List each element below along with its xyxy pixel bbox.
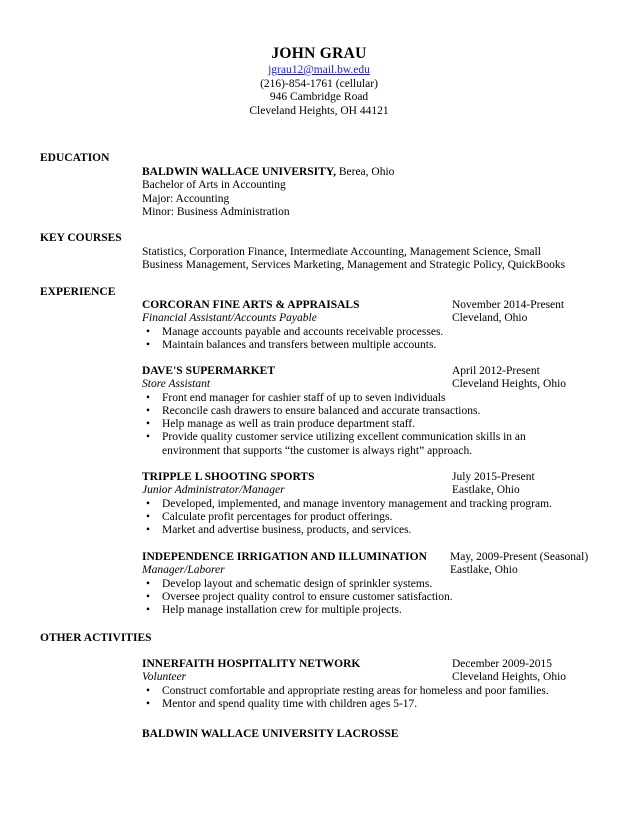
job-org: DAVE'S SUPERMARKET — [142, 365, 276, 377]
resume-header — [0, 44, 638, 118]
bullet-item: • Maintain balances and transfers between multiple accounts. — [142, 339, 592, 352]
key-courses-block — [142, 246, 602, 273]
email-link[interactable]: jgrau12@mail.bw.edu — [268, 64, 370, 76]
bullet-item: • Front end manager for cashier staff of up to seven individuals — [142, 392, 542, 405]
job-bullets — [142, 578, 590, 618]
minor: Minor: Business Administration — [142, 205, 290, 218]
bullet-item: • Provide quality customer service utilizing excellent communication skills in an environment that supports “the customer is always right” approach. — [142, 431, 542, 458]
job-title: Store Assistant — [142, 378, 211, 391]
job-location: Eastlake, Ohio — [452, 484, 520, 497]
phone-number: (216)-854-1761 (cellular) — [260, 77, 378, 90]
job-entry — [142, 365, 592, 458]
bullet-item: • Calculate profit percentages for product offerings. — [142, 511, 592, 524]
activity-title: Volunteer — [142, 671, 187, 684]
bullet-item: • Help manage as well as train produce department staff. — [142, 418, 542, 431]
degree: Bachelor of Arts in Accounting — [142, 179, 286, 192]
school-name: BALDWIN WALLACE UNIVERSITY, — [142, 166, 336, 178]
bullet-item: • Manage accounts payable and accounts receivable processes. — [142, 326, 592, 339]
bullet-item: • Market and advertise business, products, and services. — [142, 524, 592, 537]
job-org: TRIPPLE L SHOOTING SPORTS — [142, 471, 315, 483]
section-experience-label: EXPERIENCE — [40, 286, 116, 298]
job-location: Cleveland Heights, Ohio — [452, 378, 567, 391]
education-block — [142, 166, 592, 219]
job-bullets — [142, 498, 592, 538]
activity-entry — [142, 658, 592, 711]
job-dates: November 2014-Present — [452, 299, 565, 311]
job-org: INDEPENDENCE IRRIGATION AND ILLUMINATION — [142, 551, 427, 563]
bullet-item: • Oversee project quality control to ensure customer satisfaction. — [142, 591, 590, 604]
bullet-item: • Develop layout and schematic design of sprinkler systems. — [142, 578, 590, 591]
job-title: Junior Administrator/Manager — [142, 484, 285, 497]
job-org: CORCORAN FINE ARTS & APPRAISALS — [142, 299, 360, 311]
section-other-activities-label: OTHER ACTIVITIES — [40, 632, 152, 644]
activity-location: Cleveland Heights, Ohio — [452, 671, 567, 684]
job-dates: April 2012-Present — [452, 365, 540, 377]
school-location: Berea, Ohio — [335, 166, 395, 178]
bullet-item: • Reconcile cash drawers to ensure balanced and accurate transactions. — [142, 405, 542, 418]
job-entry — [142, 471, 592, 537]
bullet-item: • Developed, implemented, and manage inventory management and tracking program. — [142, 498, 592, 511]
job-dates: July 2015-Present — [452, 471, 535, 483]
key-courses-line-1: Statistics, Corporation Finance, Intermediate Accounting, Management Science, Small — [142, 246, 541, 258]
job-entry — [142, 551, 590, 617]
job-location: Cleveland, Ohio — [452, 312, 528, 325]
job-title: Financial Assistant/Accounts Payable — [142, 312, 317, 325]
bullet-item: • Help manage installation crew for multiple projects. — [142, 604, 590, 617]
major: Major: Accounting — [142, 192, 230, 205]
bullet-item: • Construct comfortable and appropriate resting areas for homeless and poor families. — [142, 685, 592, 698]
key-courses-line-2: Business Management, Services Marketing, Management and Strategic Policy, QuickBooks — [142, 259, 566, 272]
activity-dates: December 2009-2015 — [452, 658, 552, 670]
activity-entry — [142, 728, 592, 741]
job-location: Eastlake, Ohio — [450, 564, 518, 577]
activity-org: BALDWIN WALLACE UNIVERSITY LACROSSE — [142, 728, 399, 740]
job-title: Manager/Laborer — [142, 564, 225, 577]
candidate-name: JOHN GRAU — [271, 45, 367, 62]
section-education-label: EDUCATION — [40, 152, 110, 164]
job-entry — [142, 299, 592, 352]
street-address: 946 Cambridge Road — [269, 91, 369, 104]
job-bullets — [142, 326, 592, 353]
job-bullets — [142, 392, 542, 458]
city-address: Cleveland Heights, OH 44121 — [249, 104, 389, 117]
bullet-item: • Mentor and spend quality time with children ages 5-17. — [142, 698, 592, 711]
activity-bullets — [142, 685, 592, 712]
job-dates: May, 2009-Present (Seasonal) — [450, 551, 589, 563]
section-key-courses-label: KEY COURSES — [40, 232, 122, 244]
activity-org: INNERFAITH HOSPITALITY NETWORK — [142, 658, 361, 670]
